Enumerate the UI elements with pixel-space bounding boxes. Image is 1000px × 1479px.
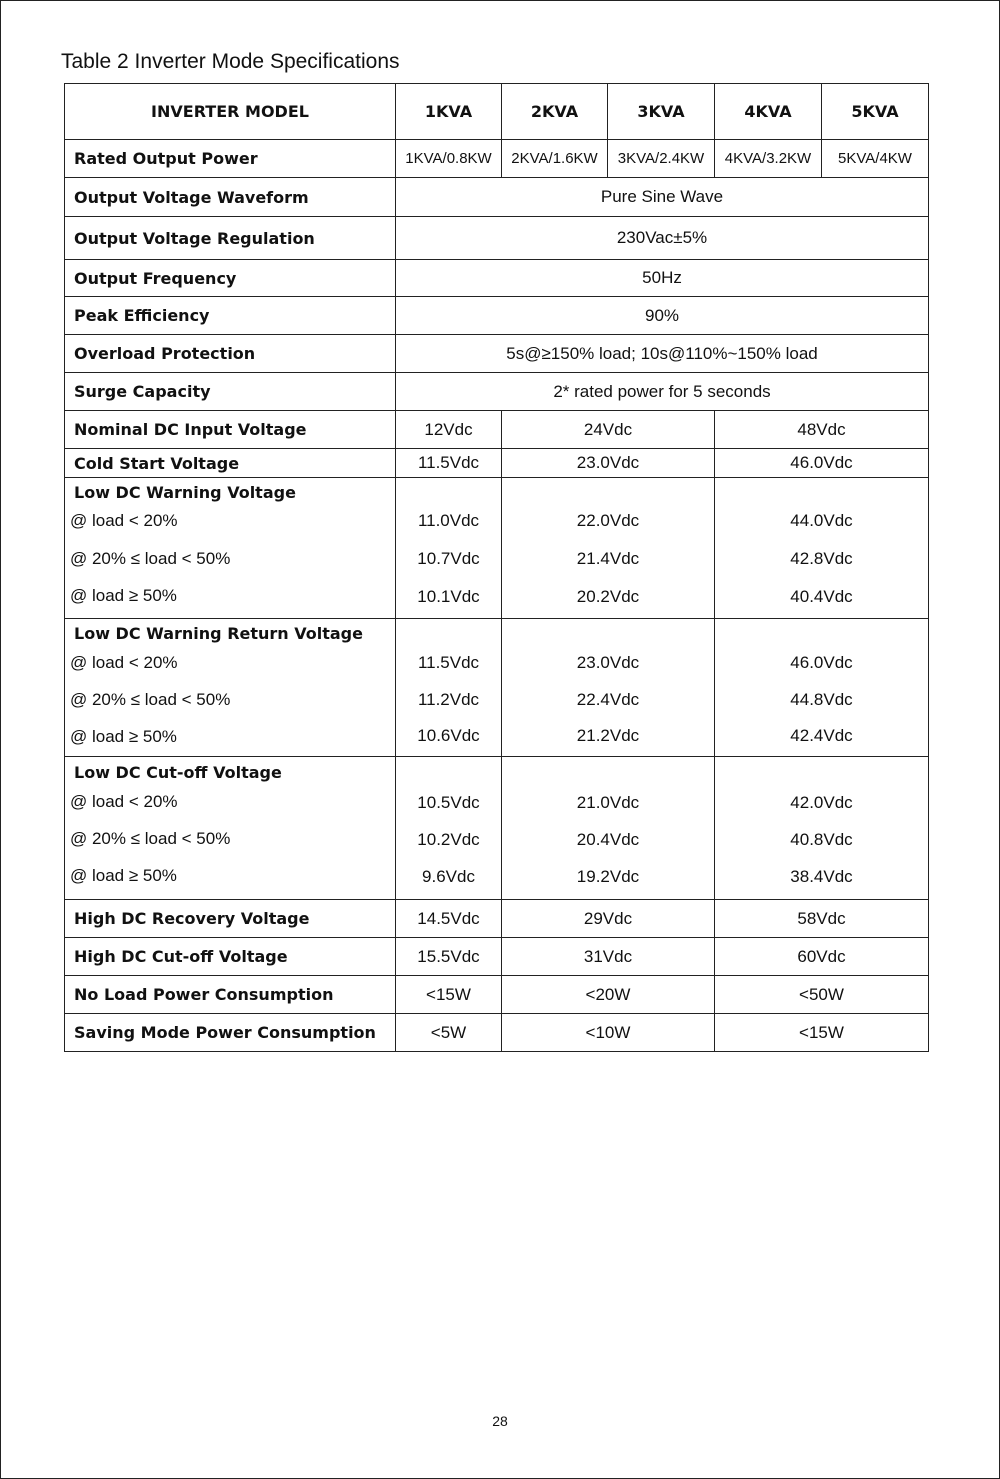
value-12v: 10.1Vdc [417,587,480,606]
inverter-spec-table [64,83,929,1052]
value-12v: 10.7Vdc [417,549,480,568]
table-row [65,1014,929,1052]
table-row [65,938,929,976]
condition-label: @ 20% ≤ load < 50% [70,690,231,709]
value-24v: 23.0Vdc [576,653,640,672]
table-row [65,373,929,411]
value-48v: 40.8Vdc [790,830,853,849]
value-48v: 40.4Vdc [790,587,853,606]
group-labels [65,478,396,619]
value-48v: 38.4Vdc [790,867,853,886]
model-3kva: 3KVA [608,84,715,140]
row-label: Overload Protection [65,335,396,373]
row-value: 5s@≥150% load; 10s@110%~150% load [396,335,929,373]
value-48v: 46.0Vdc [715,449,929,478]
group-values-24v [502,619,715,757]
table-row [65,260,929,297]
value-24v: 22.4Vdc [576,690,640,709]
value-12v: 10.5Vdc [417,793,480,812]
table-row [65,297,929,335]
row-value: 230Vac±5% [396,217,929,260]
value-48v: <15W [715,1014,929,1052]
value-24v: 24Vdc [502,411,715,449]
row-label: High DC Recovery Voltage [65,900,396,938]
value-12v: 11.5Vdc [417,653,480,672]
value-24v: 19.2Vdc [576,867,640,886]
value-24v: 21.0Vdc [576,793,640,812]
table-row [65,335,929,373]
value-24v: 29Vdc [502,900,715,938]
value-24v: <10W [502,1014,715,1052]
value-48v: 46.0Vdc [790,653,853,672]
value-12v: 10.6Vdc [417,726,480,745]
value-48v: 42.4Vdc [790,726,853,745]
row-value: 2* rated power for 5 seconds [396,373,929,411]
table-title: Table 2 Inverter Mode Specifications [61,50,400,73]
value-24v: <20W [502,976,715,1014]
rated-3kva: 3KVA/2.4KW [608,140,715,178]
group-title: Low DC Cut-off Voltage [74,763,282,782]
group-labels [65,757,396,900]
page-number: 28 [492,1413,508,1429]
value-24v: 22.0Vdc [576,511,640,530]
row-label: Output Frequency [65,260,396,297]
value-48v: 60Vdc [715,938,929,976]
row-label: Nominal DC Input Voltage [65,411,396,449]
value-12v: 11.0Vdc [417,511,480,530]
condition-label: @ load < 20% [70,511,178,530]
value-12v: 10.2Vdc [417,830,480,849]
table-row [65,217,929,260]
group-values-12v [396,478,502,619]
group-values-48v [715,478,929,619]
nominal-dc-row [65,411,929,449]
value-12v: 12Vdc [396,411,502,449]
condition-label: @ 20% ≤ load < 50% [70,549,231,568]
row-value: Pure Sine Wave [396,178,929,217]
value-24v: 20.4Vdc [576,830,640,849]
table-row [65,900,929,938]
row-label: Rated Output Power [65,140,396,178]
value-48v: 44.0Vdc [790,511,853,530]
rated-4kva: 4KVA/3.2KW [715,140,822,178]
value-48v: <50W [715,976,929,1014]
condition-label: @ load ≥ 50% [70,866,177,885]
rated-output-row [65,140,929,178]
row-label: Cold Start Voltage [65,449,396,478]
row-label: Peak Efficiency [65,297,396,335]
value-12v: 15.5Vdc [396,938,502,976]
group-values-48v [715,757,929,900]
value-12v: <5W [396,1014,502,1052]
rated-5kva: 5KVA/4KW [822,140,929,178]
condition-label: @ load < 20% [70,792,178,811]
model-4kva: 4KVA [715,84,822,140]
condition-label: @ load < 20% [70,653,178,672]
value-24v: 21.2Vdc [576,726,640,745]
value-48v: 42.0Vdc [790,793,853,812]
value-24v: 21.4Vdc [576,549,640,568]
group-values-24v [502,478,715,619]
condition-label: @ 20% ≤ load < 50% [70,829,231,848]
row-value: 50Hz [396,260,929,297]
value-48v: 48Vdc [715,411,929,449]
low-dc-warning-group [65,478,929,619]
row-label: High DC Cut-off Voltage [65,938,396,976]
table-row [65,976,929,1014]
model-2kva: 2KVA [502,84,608,140]
low-dc-cutoff-group [65,757,929,900]
cold-start-row [65,449,929,478]
value-12v: 14.5Vdc [396,900,502,938]
model-5kva: 5KVA [822,84,929,140]
group-values-48v [715,619,929,757]
value-12v: 9.6Vdc [422,867,475,886]
value-24v: 31Vdc [502,938,715,976]
group-title: Low DC Warning Return Voltage [74,624,363,643]
model-header: INVERTER MODEL [65,84,396,140]
rated-1kva: 1KVA/0.8KW [396,140,502,178]
value-48v: 58Vdc [715,900,929,938]
group-values-12v [396,619,502,757]
row-label: No Load Power Consumption [65,976,396,1014]
low-dc-warning-return-group [65,619,929,757]
value-48v: 44.8Vdc [790,690,853,709]
group-values-12v [396,757,502,900]
value-12v: <15W [396,976,502,1014]
value-24v: 20.2Vdc [576,587,640,606]
group-labels [65,619,396,757]
value-48v: 42.8Vdc [790,549,853,568]
row-label: Saving Mode Power Consumption [65,1014,396,1052]
row-label: Output Voltage Regulation [65,217,396,260]
model-1kva: 1KVA [396,84,502,140]
condition-label: @ load ≥ 50% [70,586,177,605]
group-title: Low DC Warning Voltage [74,483,296,502]
value-12v: 11.5Vdc [396,449,502,478]
table-row [65,178,929,217]
row-value: 90% [396,297,929,335]
row-label: Surge Capacity [65,373,396,411]
row-label: Output Voltage Waveform [65,178,396,217]
value-12v: 11.2Vdc [417,690,480,709]
rated-2kva: 2KVA/1.6KW [502,140,608,178]
condition-label: @ load ≥ 50% [70,727,177,746]
header-row [65,84,929,140]
group-values-24v [502,757,715,900]
value-24v: 23.0Vdc [502,449,715,478]
